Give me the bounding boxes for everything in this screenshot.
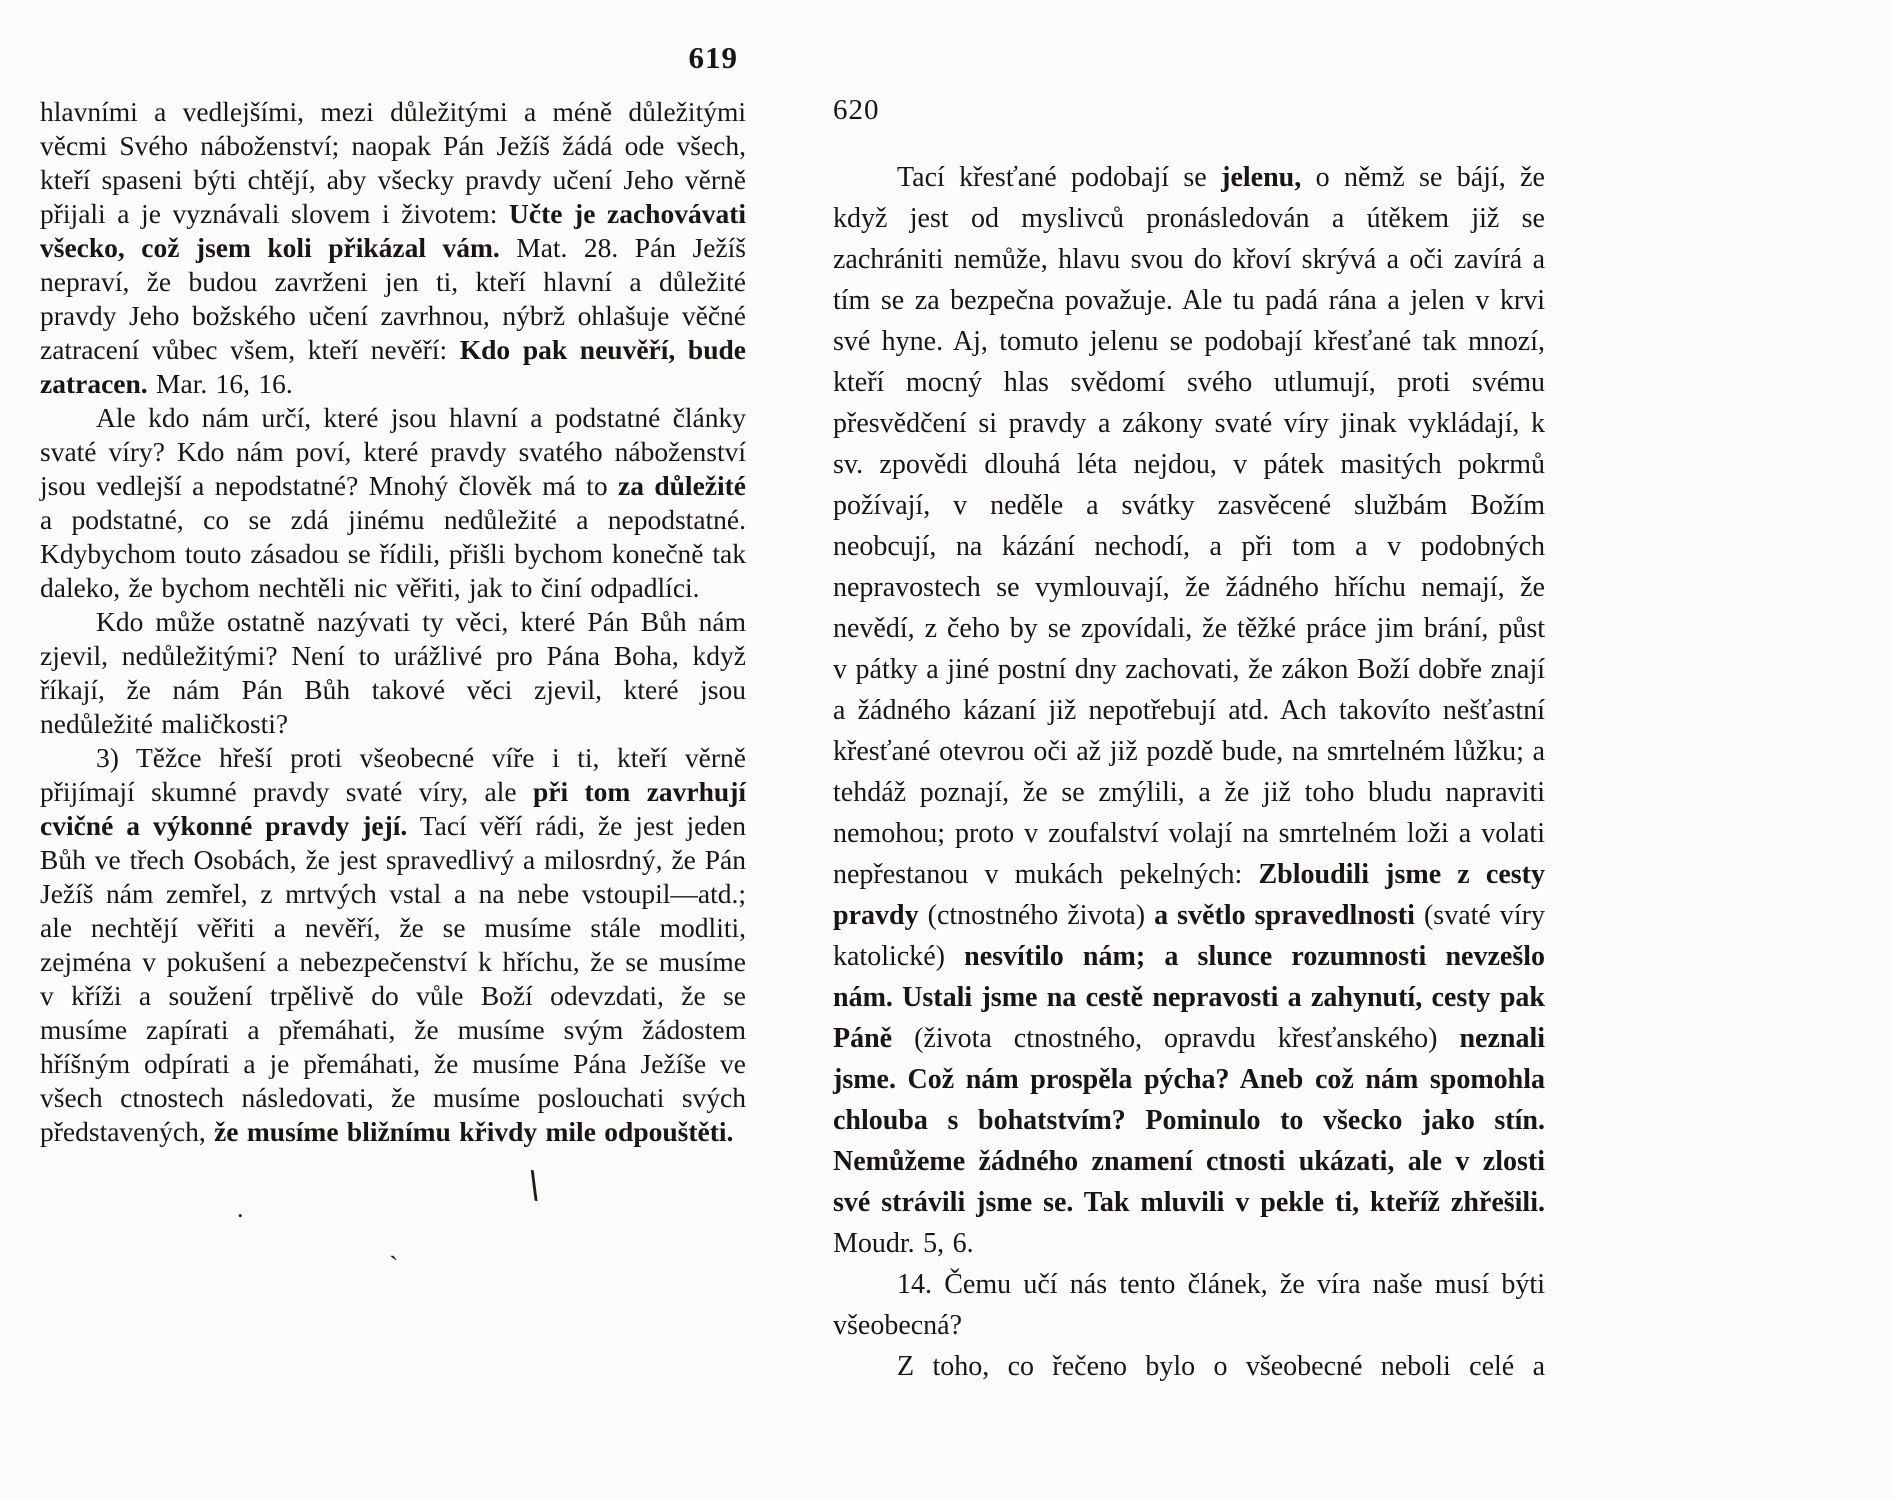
scan-artifact-dot: . — [237, 1194, 244, 1223]
bold-text-segment: a světlo spravedlnosti — [1154, 900, 1415, 931]
text-segment: 14. Čemu učí nás tento článek, že víra naše musí býti všeobecná? — [833, 1269, 1545, 1341]
paragraph — [40, 401, 746, 605]
bold-text-segment: za důležité — [618, 470, 746, 501]
scan-artifact-stroke: ∖ — [517, 1164, 548, 1208]
paragraph — [833, 157, 1545, 1264]
text-segment: Ale kdo nám určí, které jsou hlavní a podstatné články svaté víry? Kdo nám poví, které pravdy svatého náboženství jsou vedlejší a nepodstatné? Mnohý člověk má to — [40, 402, 746, 501]
paragraph-continuation — [40, 95, 746, 401]
text-segment: Z toho, co řečeno bylo o všeobecné neboli celé a — [897, 1351, 1545, 1382]
bold-text-segment: při tom zavrhují cvičné a výkonné pravdy její. — [40, 776, 746, 841]
bold-text-segment: že musíme bližnímu křivdy mile odpouštěti. — [214, 1116, 734, 1147]
text-segment: hlavními a vedlejšími, mezi důležitými a méně důležitými věcmi Svého náboženství; naopak Pán Ježíš žádá ode všech, kteří spaseni býti chtějí, aby všecky pravdy učení Jeho věrně přijali a je vyznávali slovem i životem: — [40, 96, 746, 229]
scan-artifact-comma: ˏ — [389, 1230, 399, 1261]
bold-text-segment: Učte je zachovávati všecko, což jsem koli přikázal vám. — [40, 198, 746, 263]
bold-text-segment: jelenu, — [1221, 162, 1302, 193]
text-segment: Mat. 28. Pán Ježíš nepraví, že budou zavrženi jen ti, kteří hlavní a důležité pravdy Jeho božského učení zavrhnou, nýbrž ohlašuje věčné zatracení vůbec všem, kteří nevěří: — [40, 232, 746, 365]
text-segment: (života ctnostného, opravdu křesťanského) — [892, 1023, 1460, 1054]
text-segment: Tací křesťané podobají se — [897, 162, 1222, 193]
text-segment: 3) Těžce hřeší proti všeobecné víře i ti, kteří věrně přijímají skumné pravdy svaté víry, ale — [40, 742, 746, 807]
bold-text-segment: Kdo pak neuvěří, bude zatracen. — [40, 334, 746, 399]
text-segment: Moudr. 5, 6. — [833, 1228, 974, 1259]
bold-text-segment: neznali jsme. Což nám prospěla pýcha? Aneb což nám spomohla chlouba s bohatstvím? Pominulo to všecko jako stín. Nemůžeme žádného znamení ctnosti ukázati, ale v zlosti své strávili jsme se. Tak mluvili v pekle ti, kteříž zhřešili. — [833, 1023, 1545, 1218]
text-segment: o němž se bájí, že když jest od myslivců pronásledován a útěkem již se zachrániti nemůže, hlavu svou do křoví skrývá a oči zavírá a tím se za bezpečna považuje. Ale tu padá rána a jelen v krvi své hyne. Aj, tomuto jelenu se podobají křesťané tak mnozí, kteří mocný hlas svědomí svého utlumují, proti svému přesvědčení si pravdy a zákony svaté víry jinak vykládají, k sv. zpovědi dlouhá léta nejdou, v pátek masitých pokrmů požívají, v neděle a svátky zasvěcené službám Božím neobcují, na kázání nechodí, a při tom a v podobných nepravostech se vymlouvají, že žádného hříchu nemají, že nevědí, z čeho by se zpovídali, že těžké práce jim brání, půst v pátky a jiné postní dny zachovati, že zákon Boží dobře znají a žádného kázaní již nepotřebují atd. Ach takovíto nešťastní křesťané otevrou oči až již pozdě bude, na smrtelném lůžku; a tehdáž poznají, že se zmýlili, a že již toho bludu napraviti nemohou; proto v zoufalství volají na smrtelném loži a volati nepřestanou v mukách pekelných: — [833, 162, 1545, 890]
page-619-text-column — [40, 95, 746, 1149]
bold-text-segment: nesvítilo nám; a slunce rozumnosti nevzešlo nám. Ustali jsme na cestě nepravosti a zahynutí, cesty pak Páně — [833, 941, 1545, 1054]
paragraph — [40, 605, 746, 741]
text-segment: (svaté víry katolické) — [833, 900, 1545, 972]
text-segment: Mar. 16, 16. — [147, 368, 293, 399]
text-segment: (ctnostného života) — [918, 900, 1155, 931]
text-segment: Kdo může ostatně nazývati ty věci, které Pán Bůh nám zjevil, nedůležitými? Není to urážlivé pro Pána Boha, když říkají, že nám Pán Bůh takové věci zjevil, které jsou nedůležité maličkosti? — [40, 606, 746, 739]
bold-text-segment: Zbloudili jsme z cesty pravdy — [833, 859, 1545, 931]
page-number-620: 620 — [833, 94, 880, 126]
page-number-619: 619 — [688, 40, 738, 75]
paragraph-question — [833, 1264, 1545, 1346]
text-segment: Tací věří rádi, že jest jeden Bůh ve třech Osobách, že jest spravedlivý a milosrdný, že Pán Ježíš nám zemřel, z mrtvých vstal a na nebe vstoupil—atd.; ale nechtějí věřiti a nevěří, že se musíme stále modliti, zejména v pokušení a nebezpečenství k hříchu, že se musíme v kříži a soužení trpělivě do vůle Boží odevzdati, že se musíme zapírati a přemáhati, že musíme svým žádostem hříšným odpírati a je přemáhati, že musíme Pána Ježíše ve všech ctnostech následovati, že musíme poslouchati svých představených, — [40, 810, 746, 1147]
page-620-text-column — [833, 157, 1545, 1387]
paragraph-continuation-to-next-page — [833, 1346, 1545, 1387]
page-620 — [833, 0, 1545, 1387]
page-619 — [40, 0, 746, 1149]
text-segment: a podstatné, co se zdá jinému nedůležité a nepodstatné. Kdybychom touto zásadou se řídili, přišli bychom konečně tak daleko, že bychom nechtěli nic věřiti, jak to činí odpadlíci. — [40, 504, 746, 603]
paragraph — [40, 741, 746, 1149]
